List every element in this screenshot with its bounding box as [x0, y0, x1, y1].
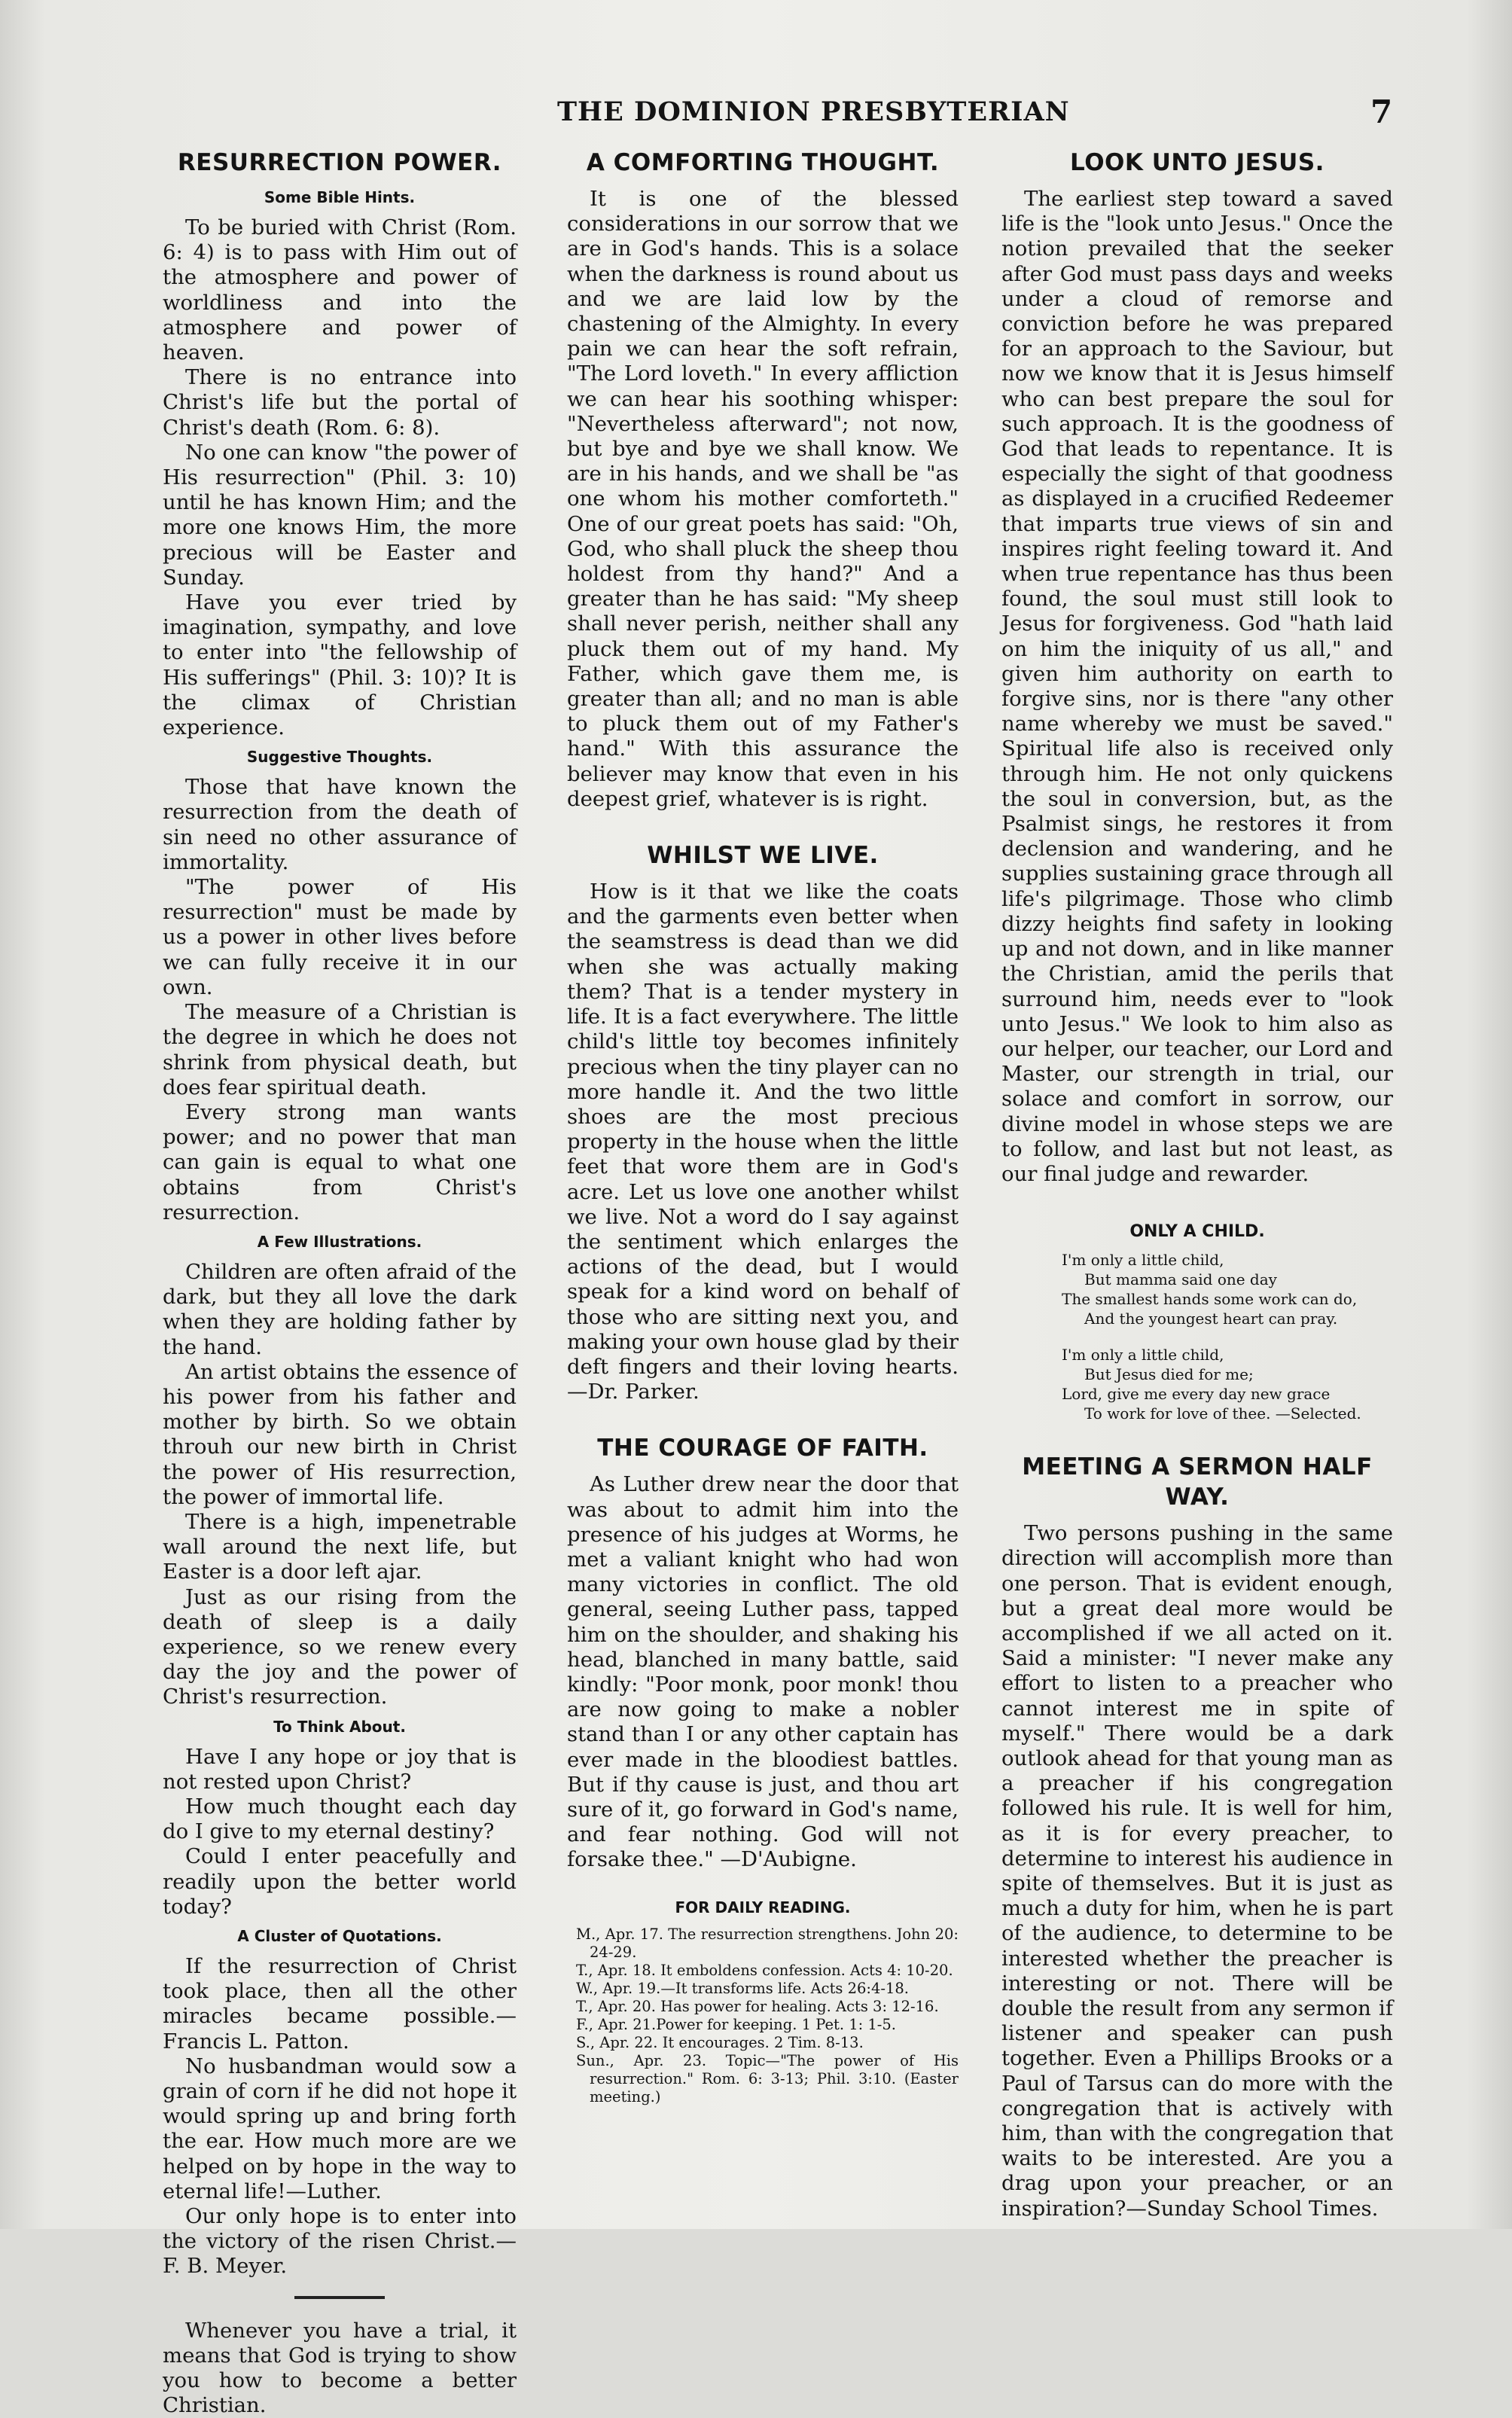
paragraph: The earliest step toward a saved life is the "look unto Jesus." Once the notion prevailed that the seeker after God must pass days and weeks under a cloud of remorse and conviction before he was prepared for an approach to the Saviour, but now we know that it is Jesus himself who can best prepare the soul for such approach. It is the goodness of God that leads to repentance. It is especially the sight of that goodness as displayed in a crucified Redeemer that imparts true views of sin and inspires right feeling toward it. And when true repentance has thus been found, the soul must still look to Jesus for forgiveness. God "hath laid on him the iniquity of us all," and given him authority on earth to forgive sins, nor is there "any other name whereby we must be saved." Spiritual life also is received only through him. He not only quickens the soul in conversion, but, as the Psalmist sings, he restores it from declension and wandering, and he supplies sustaining grace through all life's pilgrimage. Those who climb dizzy heights find safety in looking up and not down, and in like manner the Christian, amid the perils that surround him, needs ever to "look unto Jesus." We look to him also as our helper, our teacher, our Lord and Master, our strength in trial, our solace and comfort in sorrow, our divine model in whose steps we are to follow, and last but not least, as our final judge and rewarder.	[1001, 187, 1393, 1186]
paragraph: Have you ever tried by imagination, sympathy, and love to enter into "the fellowship of His sufferings" (Phil. 3: 10)? It is the climax of Christian experience.	[163, 590, 517, 740]
column-2	[567, 148, 959, 2106]
article-title-meeting-sermon: MEETING A SERMON HALF WAY.	[1022, 1453, 1373, 1511]
article-title-courage-of-faith: THE COURAGE OF FAITH.	[597, 1435, 928, 1462]
paragraph: "The power of His resurrection" must be made by us a power in other lives before we can fully receive it in our own.	[163, 875, 517, 999]
paragraph: Have I any hope or joy that is not rested upon Christ?	[163, 1744, 517, 1794]
list-item: M., Apr. 17. The resurrection strengthens. John 20: 24-29.	[576, 1925, 959, 1961]
list-item: Sun., Apr. 23. Topic—"The power of His resurrection." Rom. 6: 3-13; Phil. 3:10. (Easter meeting.)	[576, 2051, 959, 2105]
poem-line: And the youngest heart can pray.	[1084, 1310, 1338, 1328]
paragraph: Children are often afraid of the dark, but they all love the dark when they are holding father by the hand.	[163, 1259, 517, 1359]
paragraph: Could I enter peacefully and readily upon the better world today?	[163, 1844, 517, 1919]
daily-reading-list	[567, 1926, 959, 2106]
paragraph: If the resurrection of Christ took place, then all the other miracles became possible.—Francis L. Patton.	[163, 1954, 517, 2054]
divider-rule	[294, 2296, 385, 2299]
paragraph: Two persons pushing in the same direction will accomplish more than one person. That is evident enough, but a great deal more would be accomplished if we all acted on it. Said a minister: "I never make any effort to listen to a preacher who cannot interest me in spite of myself." There would be a dark outlook ahead for that young man as a preacher if his congregation followed his rule. It is well for him, as it is for every preacher, to determine to interest his audience in spite of themselves. But it is just as much a duty for him, when he is part of the audience, to determine to be interested whether the preacher is interesting or not. There will be double the result from any sermon if listener and speaker can push together. Even a Phillips Brooks or a Paul of Tarsus can do more with the congregation that is actively with him, than with the congregation that waits to be interested. Are you a drag upon your preacher, or an inspiration?—Sunday School Times.	[1001, 1521, 1393, 2221]
section-heading-daily-reading: FOR DAILY READING.	[675, 1898, 851, 1916]
paragraph: Every strong man wants power; and no power that man can gain is equal to what one obtains from Christ's resurrection.	[163, 1099, 517, 1224]
list-item: F., Apr. 21.Power for keeping. 1 Pet. 1: 1-5.	[576, 2015, 896, 2033]
poem-line: To work for love of thee. —Selected.	[1084, 1404, 1361, 1423]
section-heading-think-about: To Think About.	[273, 1717, 406, 1736]
poem-line: But mamma said one day	[1084, 1270, 1277, 1289]
article-title-whilst-we-live: WHILST WE LIVE.	[647, 842, 879, 870]
section-heading-suggestive-thoughts: Suggestive Thoughts.	[246, 748, 433, 767]
paragraph: To be buried with Christ (Rom. 6: 4) is to pass with Him out of the atmosphere and power of worldliness and into the atmosphere and power of heaven.	[163, 215, 517, 365]
list-item: W., Apr. 19.—It transforms life. Acts 26:4-18.	[576, 1979, 910, 1997]
article-title-comforting-thought: A COMFORTING THOUGHT.	[586, 149, 940, 176]
paragraph: It is one of the blessed considerations in our sorrow that we are in God's hands. This is a solace when the darkness is round about us and we are laid low by the chastening of the Almighty. In every pain we can hear the soft refrain, "The Lord loveth." In every affliction we can hear his soothing whisper: "Nevertheless afterward"; not now, but bye and bye we shall know. We are in his hands, and we shall be "as one whom his mother comforteth." One of our great poets has said: "Oh, God, who shall pluck the sheep thou holdest from thy hand?" And a greater than he has said: "My sheep shall never perish, neither shall any pluck them out of my hand. My Father, which gave them me, is greater than all; and no man is able to pluck them out of my Father's hand." With this assurance the believer may know that even in his deepest grief, whatever is is right.	[567, 187, 959, 811]
paragraph: Our only hope is to enter into the victory of the risen Christ.—F. B. Meyer.	[163, 2204, 517, 2279]
section-heading-bible-hints: Some Bible Hints.	[264, 188, 416, 206]
paragraph: There is a high, impenetrable wall around the next life, but Easter is a door left ajar.	[163, 1509, 517, 1584]
poem-line: I'm only a little child,	[1062, 1251, 1224, 1270]
section-heading-quotations: A Cluster of Quotations.	[237, 1927, 442, 1945]
paragraph: No one can know "the power of His resurrection" (Phil. 3: 10) until he has known Him; and the more one knows Him, the more precious will be Easter and Sunday.	[163, 440, 517, 590]
column-3	[1001, 148, 1393, 2221]
closing-paragraph: Whenever you have a trial, it means that God is trying to show you how to become a better Christian.	[163, 2318, 517, 2418]
paragraph: There is no entrance into Christ's life but the portal of Christ's death (Rom. 6: 8).	[163, 365, 517, 440]
section-heading-illustrations: A Few Illustrations.	[257, 1232, 422, 1251]
poem-line: But Jesus died for me;	[1084, 1365, 1254, 1384]
paragraph: How much thought each day do I give to my eternal destiny?	[163, 1794, 517, 1844]
paragraph: No husbandman would sow a grain of corn if he did not hope it would spring up and bring forth the ear. How much more are we helped on by hope in the way to eternal life!—Luther.	[163, 2054, 517, 2203]
paragraph: As Luther drew near the door that was about to admit him into the presence of his judges at Worms, he met a valiant knight who had won many victories in conflict. The old general, seeing Luther pass, tapped him on the shoulder, and shaking his head, blanched in many battle, said kindly: "Poor monk, poor monk! thou are now going to make a nobler stand than I or any other captain has ever made in the bloodiest battles. But if thy cause is just, and thou art sure of it, go forward in God's name, and fear nothing. God will not forsake thee." —D'Aubigne.	[567, 1472, 959, 1872]
poem-title: ONLY A CHILD.	[1129, 1222, 1265, 1242]
paragraph: How is it that we like the coats and the garments even better when the seamstress is dead than we did when she was actually making them? That is a tender mystery in life. It is a fact everywhere. The little child's little toy becomes infinitely precious when the tiny player can no more handle it. And the two little shoes are the most precious property in the house when the little feet that wore them are in God's acre. Let us love one another whilst we live. Not a word do I say against the sentiment which enlarges the actions of the dead, but I would speak for a kind word on behalf of those who are sitting next you, and making your own house glad by their deft fingers and their loving hearts.—Dr. Parker.	[567, 880, 959, 1404]
list-item: S., Apr. 22. It encourages. 2 Tim. 8-13.	[576, 2033, 864, 2051]
masthead: THE DOMINION PRESBYTERIAN	[557, 96, 1070, 127]
paragraph: An artist obtains the essence of his power from his father and mother by birth. So we obtain throuh our new birth in Christ the power of His resurrection, the power of immortal life.	[163, 1359, 517, 1509]
page-number: 7	[1370, 93, 1393, 130]
column-1	[163, 148, 517, 2418]
article-title-look-unto-jesus: LOOK UNTO JESUS.	[1070, 149, 1325, 176]
paragraph: Those that have known the resurrection from the death of sin need no other assurance of immortality.	[163, 775, 517, 874]
list-item: T., Apr. 20. Has power for healing. Acts 3: 12-16.	[576, 1997, 939, 2015]
article-title-resurrection-power: RESURRECTION POWER.	[177, 149, 502, 176]
poem-line: Lord, give me every day new grace	[1062, 1385, 1331, 1404]
poem-line: The smallest hands some work can do,	[1062, 1290, 1358, 1309]
paragraph: The measure of a Christian is the degree in which he does not shrink from physical death, but does fear spiritual death.	[163, 1000, 517, 1099]
list-item: T., Apr. 18. It emboldens confession. Acts 4: 10-20.	[576, 1961, 953, 1979]
paragraph: Just as our rising from the death of sleep is a daily experience, so we renew every day the joy and the power of Christ's resurrection.	[163, 1584, 517, 1709]
poem-line: I'm only a little child,	[1062, 1346, 1224, 1365]
poem	[1062, 1250, 1393, 1423]
